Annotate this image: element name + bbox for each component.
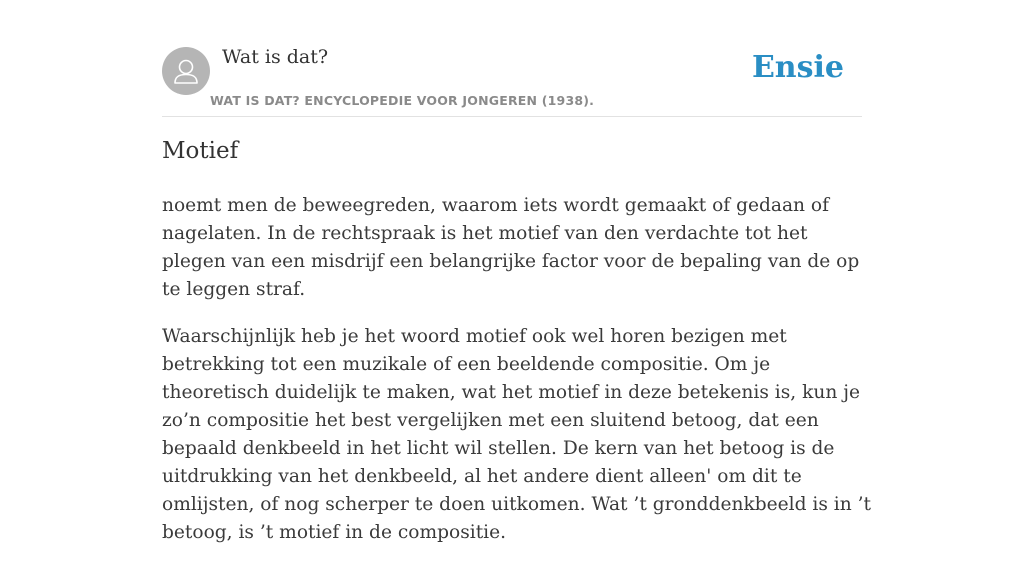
user-silhouette-icon <box>162 47 210 95</box>
article-title: Motief <box>162 138 239 164</box>
brand-logo[interactable]: Ensie <box>751 50 844 85</box>
article-paragraph: noemt men de beweegreden, waarom iets wordt gemaakt of gedaan of nagelaten. In de rechtspraak is het motief van den verdachte tot het plegen van een misdrijf een belangrijke factor voor de bepaling van de op te leggen straf. <box>162 195 860 300</box>
source-subtitle: WAT IS DAT? ENCYCLOPEDIE VOOR JONGEREN (1938). <box>210 93 595 108</box>
source-header <box>162 40 862 117</box>
article-paragraph: Waarschijnlijk heb je het woord motief ook wel horen bezigen met betrekking tot een muzikale of een beeldende compositie. Om je theoretisch duidelijk te maken, wat het motief in deze betekenis is, kun je zo’n compositie het best vergelijken met een sluitend betoog, dat een bepaald denkbeeld in het licht wil stellen. De kern van het betoog is de uitdrukking van het denkbeeld, al het andere dient alleen' om dit te omlijsten, of nog scherper te doen uitkomen. Wat ’t gronddenkbeeld is in ’t betoog, is ’t motief in de compositie. <box>162 326 872 543</box>
source-title[interactable]: Wat is dat? <box>222 46 329 68</box>
article-body <box>162 192 872 566</box>
avatar[interactable] <box>162 47 210 95</box>
